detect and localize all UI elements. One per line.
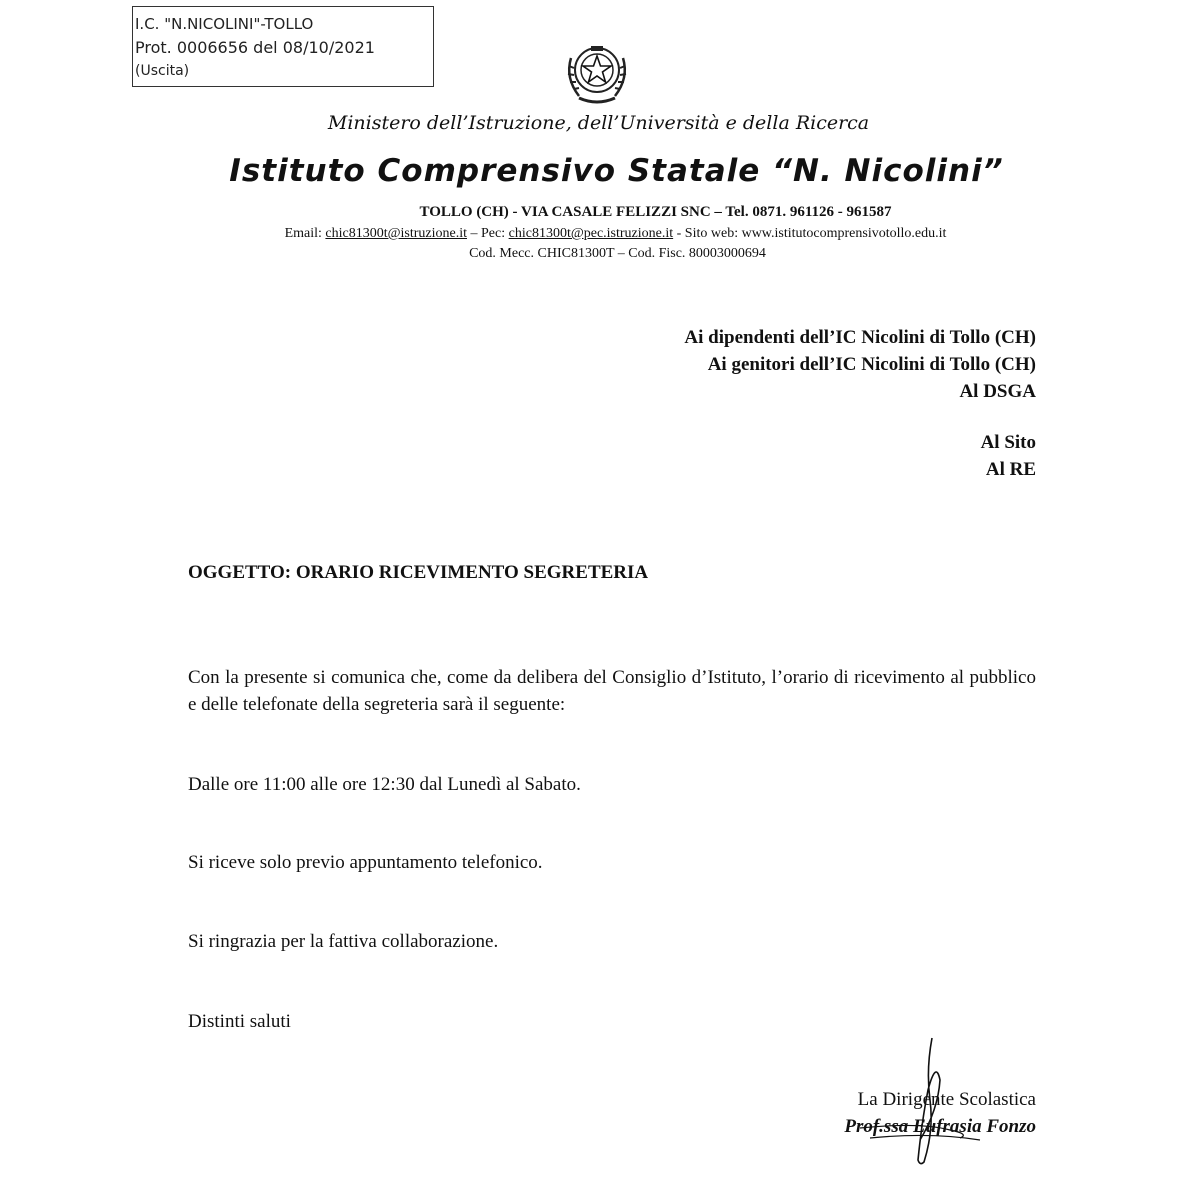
signature-block (844, 1086, 1036, 1140)
protocol-stamp (132, 6, 434, 87)
ministry-heading: Ministero dell’Istruzione, dell’Università e della Ricerca (327, 112, 870, 134)
recipient-employees: Ai dipendenti dell’IC Nicolini di Tollo (CH) (684, 327, 1036, 348)
pec-link[interactable]: chic81300t@pec.istruzione.it (508, 226, 674, 241)
stamp-institute: I.C. "N.NICOLINI"-TOLLO (135, 15, 314, 33)
school-codes: Cod. Mecc. CHIC81300T – Cod. Fisc. 80003000694 (469, 246, 766, 261)
signatory-name: Prof.ssa Eufrasia Fonzo (844, 1116, 1036, 1137)
stamp-protocol-number: Prot. 0006656 del 08/10/2021 (135, 38, 375, 57)
recipient-parents: Ai genitori dell’IC Nicolini di Tollo (CH) (707, 354, 1036, 375)
recipient-dsga: Al DSGA (959, 381, 1036, 402)
recipient-site: Al Sito (980, 432, 1036, 453)
italian-republic-emblem-icon (557, 38, 637, 108)
body-paragraph-intro: Con la presente si comunica che, come da delibera del Consiglio d’Istituto, l’orario di ricevimento al pubblico e delle telefonate della segreteria sarà il seguente: (188, 667, 1036, 715)
recipients-block (684, 324, 1036, 483)
stamp-direction: (Uscita) (135, 63, 190, 79)
signatory-role: La Dirigente Scolastica (857, 1089, 1036, 1110)
email-label: Email: (284, 226, 326, 241)
recipient-re: Al RE (985, 459, 1036, 480)
school-contacts (0, 226, 1195, 242)
body-paragraph-thanks: Si ringrazia per la fattiva collaborazione. (188, 931, 499, 952)
body-paragraph-hours: Dalle ore 11:00 alle ore 12:30 dal Lunedì al Sabato. (188, 774, 581, 795)
pec-label: – Pec: (467, 226, 509, 241)
body-paragraph-appointment: Si riceve solo previo appuntamento telefonico. (188, 852, 543, 873)
email-link[interactable]: chic81300t@istruzione.it (325, 226, 468, 241)
school-name: Istituto Comprensivo Statale “N. Nicolini” (229, 153, 1004, 189)
website-text: - Sito web: www.istitutocomprensivotollo.edu.it (673, 226, 947, 241)
school-address: TOLLO (CH) - VIA CASALE FELIZZI SNC – Tel. 0871. 961126 - 961587 (419, 204, 892, 220)
body-paragraph-closing: Distinti saluti (188, 1011, 291, 1032)
letter-subject: OGGETTO: ORARIO RICEVIMENTO SEGRETERIA (188, 562, 649, 583)
